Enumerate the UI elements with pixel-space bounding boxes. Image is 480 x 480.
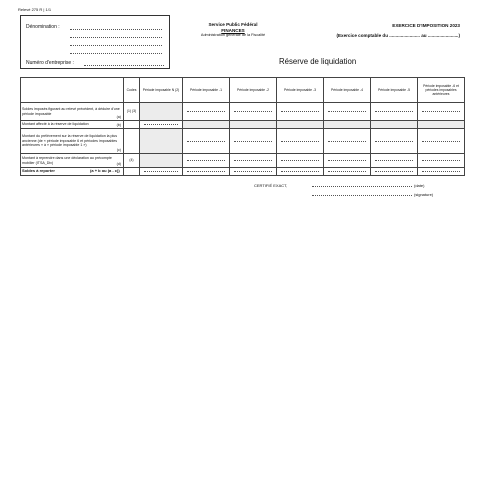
row-codes: (4) [124,154,140,168]
cell-input[interactable] [230,154,277,168]
table-row [21,121,465,129]
denomination-line-2[interactable] [70,37,162,38]
row-label: Montant affecté à la réserve de liquidation (b) [21,121,124,129]
total-row [21,168,465,176]
cell-input[interactable] [183,154,230,168]
cell-input[interactable] [183,168,230,176]
row-codes: (1) (3) [124,103,140,121]
enterprise-number-label: Numéro d'entreprise : [26,60,74,66]
date-label: (date) [414,183,425,188]
cell-input[interactable] [418,168,465,176]
exercise-block [300,21,460,41]
denomination-line-1[interactable] [70,29,162,30]
exercise-period: (Exercice comptable du ........................ au ........................) [336,33,460,38]
cell-input[interactable] [418,129,465,154]
signature-area [312,181,433,199]
authority-line-1: Service Public Fédéral [208,22,258,27]
signature-label: (signature) [414,192,434,197]
authority-line-3: Administration générale de la Fiscalité [200,33,266,38]
cell-input[interactable] [324,168,371,176]
cell-input[interactable] [418,103,465,121]
cell-input[interactable] [324,154,371,168]
cell-input[interactable] [324,129,371,154]
cell-shaded [140,154,183,168]
header-period-3: Période imposable -3 [277,78,324,103]
cell-input[interactable] [371,168,418,176]
header-row [21,78,465,103]
header-period-2: Période imposable -2 [230,78,277,103]
cell-input[interactable] [277,103,324,121]
cell-input[interactable] [371,103,418,121]
table-row [21,154,465,168]
page-title: Réserve de liquidation [279,57,357,66]
header-period-1: Période imposable -1 [183,78,230,103]
cell-input[interactable] [230,168,277,176]
cell-input[interactable] [183,103,230,121]
cell-shaded [140,103,183,121]
reserve-table [20,77,465,176]
cell-input[interactable] [277,168,324,176]
row-label: Montant à reprendre dans une déclaration au précompte mobilier (ITSA_Div) (d) [21,154,124,168]
cell-input[interactable] [230,103,277,121]
cell-input[interactable] [277,129,324,154]
cell-input[interactable] [418,154,465,168]
form-reference: Relevé 275 R | 1/1 [18,7,52,12]
exercise-title: EXERCICE D'IMPOSITION 2023 [392,23,460,28]
header-period-5: Période imposable -5 [371,78,418,103]
cell-shaded [324,121,371,129]
table-row [21,103,465,121]
row-codes [124,129,140,154]
cell-input[interactable] [140,121,183,129]
row-label: Montant du prélèvement sur la réserve de liquidation la plus ancienne (de « période imposable 6 et périodes imposables antérieures » à « période imposable 1 ») (c) [21,129,124,154]
header-period-n: Période imposable N (2) [140,78,183,103]
cell-input[interactable] [277,154,324,168]
header-period-6: Période imposable -6 et périodes imposables antérieures [418,78,465,103]
certified-label: CERTIFIÉ EXACT, [254,183,288,188]
cell-input[interactable] [371,129,418,154]
total-codes [124,168,140,176]
row-label: Soldes imposés figurant au relevé précédent, à déduire d'une période imposable (a) [21,103,124,121]
denomination-line-4[interactable] [70,53,162,54]
header-empty [21,78,124,103]
signature-field[interactable] [312,192,412,196]
cell-shaded [140,129,183,154]
authority-line-2: FINANCES [221,27,245,33]
cell-shaded [183,121,230,129]
cell-input[interactable] [371,154,418,168]
cell-input[interactable] [324,103,371,121]
cell-shaded [418,121,465,129]
enterprise-number-field[interactable] [84,65,164,66]
date-field[interactable] [312,183,412,187]
denomination-label: Dénomination : [26,24,60,30]
cell-shaded [277,121,324,129]
cell-shaded [230,121,277,129]
total-label: Soldes à reporter (a + b ou (a - c)) [21,168,124,176]
cell-input[interactable] [183,129,230,154]
cell-input[interactable] [230,129,277,154]
authority-block [185,22,281,39]
identification-box [20,15,170,69]
cell-input[interactable] [140,168,183,176]
row-codes [124,121,140,129]
header-period-4: Période imposable -4 [324,78,371,103]
table-row [21,129,465,154]
denomination-line-3[interactable] [70,45,162,46]
cell-shaded [371,121,418,129]
header-codes: Codes [124,78,140,103]
